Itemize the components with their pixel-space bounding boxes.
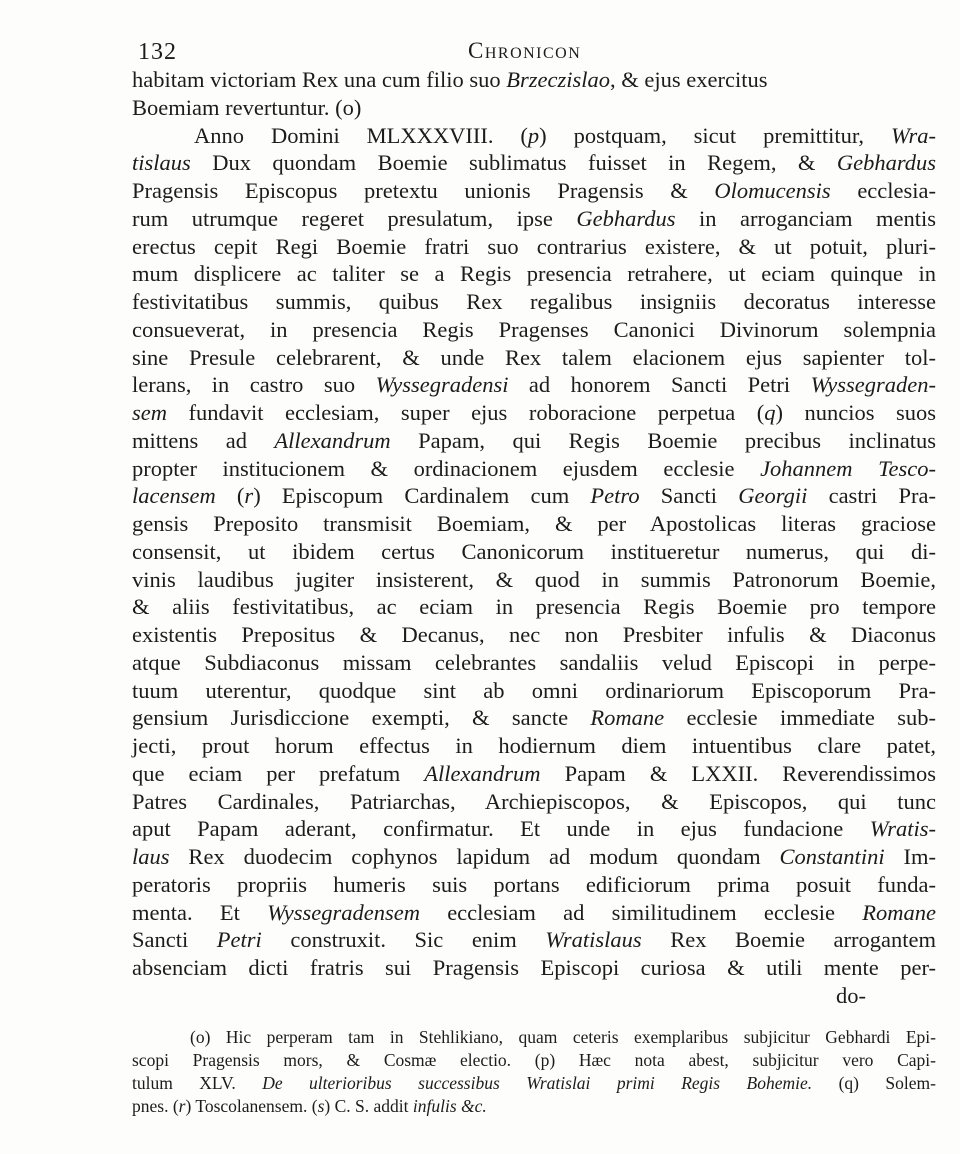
italic-segment: De ulterioribus successibus Wratislai primi Regis Bohemie. (262, 1073, 813, 1093)
text-line (132, 871, 936, 899)
italic-segment: Petri (216, 927, 262, 953)
italic-segment: lacensem (132, 483, 216, 509)
text-segment: ) Toscolanensem. ( (185, 1096, 318, 1116)
text-line (132, 316, 936, 344)
text-line (132, 66, 936, 94)
italic-segment: Petro (590, 483, 640, 509)
text-segment: existentis Prepositus & Decanus, nec non Presbiter infulis & Diaconus (132, 622, 936, 647)
text-line (132, 233, 936, 261)
text-segment: ad honorem Sancti Petri (508, 372, 811, 398)
text-segment: Im- (884, 844, 936, 869)
text-line (132, 427, 936, 455)
text-line (132, 593, 936, 621)
text-line (132, 455, 936, 483)
text-segment: mittens ad (132, 427, 275, 453)
text-line (132, 732, 936, 760)
text-line (132, 954, 936, 982)
text-line (132, 205, 936, 233)
text-segment: ) postquam, sicut premittitur, (539, 122, 892, 148)
text-segment: Rex Boemie arrogantem (641, 927, 936, 953)
text-line (132, 371, 936, 399)
italic-segment: Romane (590, 705, 665, 731)
italic-segment: Wyssegraden- (810, 372, 936, 398)
page-number: 132 (138, 39, 177, 65)
footnote-line (132, 1026, 936, 1049)
text-segment: jecti, prout horum effectus in hodiernum diem intuentibus clare patet, (132, 733, 936, 758)
text-line (132, 899, 936, 927)
text-segment: festivitatibus summis, quibus Rex regalibus insigniis decoratus interesse (132, 289, 936, 314)
text-line (132, 677, 936, 705)
italic-segment: Wra- (891, 122, 937, 148)
text-segment: ) nuncios suos (775, 400, 937, 425)
text-line (132, 621, 936, 649)
footnotes (132, 1026, 936, 1118)
text-line (132, 649, 936, 677)
text-segment: ( (215, 483, 245, 509)
italic-segment: Constantini (779, 844, 885, 869)
text-segment: fundavit ecclesiam, super ejus roboracione perpetua ( (167, 400, 765, 425)
italic-segment: p (527, 122, 540, 148)
text-segment: sine Presule celebrarent, & unde Rex talem elacionem ejus sapienter tol- (132, 344, 936, 370)
text-segment: consensit, ut ibidem certus Canonicorum institueretur numerus, qui di- (132, 538, 936, 564)
footnote-line (132, 1095, 936, 1118)
text-line (132, 482, 936, 510)
text-segment: Boemiam revertuntur. (o) (132, 94, 362, 120)
italic-segment: Brzeczislao (506, 67, 611, 92)
text-segment: vinis laudibus jugiter insisterent, & quod in summis Patronorum Boemie, (132, 566, 936, 592)
text-segment: gensium Jurisdiccione exempti, & sancte (132, 705, 591, 731)
text-line (132, 843, 936, 871)
italic-segment: Gebhardus (576, 205, 676, 231)
text-segment: peratoris propriis humeris suis portans edificiorum prima posuit funda- (132, 871, 936, 897)
text-line (132, 122, 936, 150)
text-segment: aput Papam aderant, confirmatur. Et unde in ejus fundacione (132, 816, 870, 842)
text-line (132, 288, 936, 316)
italic-segment: Wratislaus (545, 927, 642, 953)
text-segment: rum utrumque regeret presulatum, ipse (132, 205, 577, 231)
text-line (132, 566, 936, 594)
italic-segment: Allexandrum (274, 427, 391, 453)
italic-segment: Allexandrum (424, 760, 541, 786)
italic-segment: laus (132, 844, 170, 869)
footnote-line (132, 1072, 936, 1095)
text-segment: propter institucionem & ordinacionem ejusdem ecclesie (132, 455, 761, 481)
text-segment: Papam, qui Regis Boemie precibus inclinatus (390, 427, 937, 453)
text-segment: tulum XLV. (132, 1073, 263, 1093)
text-line (132, 510, 936, 538)
italic-segment: r (178, 1096, 186, 1116)
text-segment: erectus cepit Regi Boemie fratri suo contrarius existere, & ut potuit, pluri- (132, 233, 936, 259)
text-segment: Dux quondam Boemie sublimatus fuisset in Regem, & (190, 150, 837, 176)
italic-segment: Wyssegradensi (375, 372, 509, 398)
text-segment: tuum uterentur, quodque sint ab omni ordinariorum Episcoporum Pra- (132, 677, 936, 703)
italic-segment: Gebhardus (836, 150, 936, 176)
text-segment: que eciam per prefatum (132, 760, 425, 786)
text-segment: (o) Hic perperam tam in Stehlikiano, quam ceteris exemplaribus subjicitur Gebhardi Epi- (190, 1027, 936, 1047)
text-segment: Sancti (639, 483, 739, 509)
text-line (132, 538, 936, 566)
text-segment: Anno Domini MLXXXVIII. ( (194, 122, 528, 148)
text-segment: ) C. S. addit (324, 1096, 413, 1116)
text-line (132, 149, 936, 177)
italic-segment: s (317, 1096, 325, 1116)
text-segment: absenciam dicti fratris sui Pragensis Episcopi curiosa & utili mente per- (132, 955, 936, 980)
text-line (132, 704, 936, 732)
text-segment: consueverat, in presencia Regis Pragenses Canonici Divinorum solempnia (132, 316, 936, 342)
text-segment: in arroganciam mentis (675, 205, 936, 231)
text-segment: castri Pra- (807, 483, 936, 509)
italic-segment: infulis &c. (412, 1096, 487, 1116)
text-segment: Pragensis Episcopus pretextu unionis Pragensis & (132, 178, 715, 203)
text-segment: lerans, in castro suo (132, 372, 376, 398)
text-line (132, 926, 936, 954)
text-segment: construxit. Sic enim (261, 927, 546, 953)
text-segment: & aliis festivitatibus, ac eciam in presencia Regis Boemie pro tempore (132, 594, 936, 620)
text-segment: ecclesiam ad similitudinem ecclesie (419, 899, 863, 925)
text-segment: scopi Pragensis mors, & Cosmæ electio. (p) Hæc nota abest, subjicitur vero Capi- (132, 1050, 936, 1070)
italic-segment: tislaus (132, 150, 191, 176)
italic-segment: sem (132, 400, 167, 425)
text-line (132, 399, 936, 427)
text-segment: Patres Cardinales, Patriarchas, Archiepiscopos, & Episcopos, qui tunc (132, 788, 936, 814)
body-text (132, 66, 936, 1010)
text-line (132, 177, 936, 205)
text-segment: ecclesie immediate sub- (664, 705, 936, 731)
catchword (132, 982, 936, 1010)
text-segment: (q) Solem- (812, 1073, 936, 1093)
text-line (132, 760, 936, 788)
italic-segment: r (244, 483, 254, 509)
text-segment: habitam victoriam Rex una cum filio suo (132, 67, 507, 92)
text-segment: Papam & LXXII. Reverendissimos (540, 760, 937, 786)
italic-segment: Georgii (738, 483, 808, 509)
italic-segment: Wratis- (869, 816, 936, 842)
text-segment: gensis Preposito transmisit Boemiam, & per Apostolicas literas graciose (132, 511, 936, 536)
footnote-line (132, 1049, 936, 1072)
text-line (132, 344, 936, 372)
text-segment: mum displicere ac taliter se a Regis presencia retrahere, ut eciam quinque in (132, 261, 936, 287)
text-segment: menta. Et (132, 899, 268, 925)
text-segment: Sancti (132, 927, 217, 953)
text-segment: Rex duodecim cophynos lapidum ad modum quondam (169, 844, 780, 869)
text-segment: do- (836, 982, 866, 1008)
running-head: Chronicon (468, 38, 582, 63)
italic-segment: Romane (862, 899, 936, 925)
text-segment: pnes. ( (132, 1096, 179, 1116)
text-segment: , & ejus exercitus (610, 67, 768, 92)
text-segment: ecclesia- (830, 178, 936, 203)
italic-segment: Wyssegradensem (267, 899, 420, 925)
text-segment: atque Subdiaconus missam celebrantes sandaliis velud Episcopi in perpe- (132, 649, 936, 675)
italic-segment: Olomucensis (714, 178, 831, 203)
text-line (132, 788, 936, 816)
text-line (132, 94, 936, 122)
italic-segment: q (764, 400, 776, 425)
text-line (132, 260, 936, 288)
text-line (132, 815, 936, 843)
italic-segment: Johannem Tesco- (760, 455, 936, 481)
text-segment: ) Episcopum Cardinalem cum (253, 483, 591, 509)
